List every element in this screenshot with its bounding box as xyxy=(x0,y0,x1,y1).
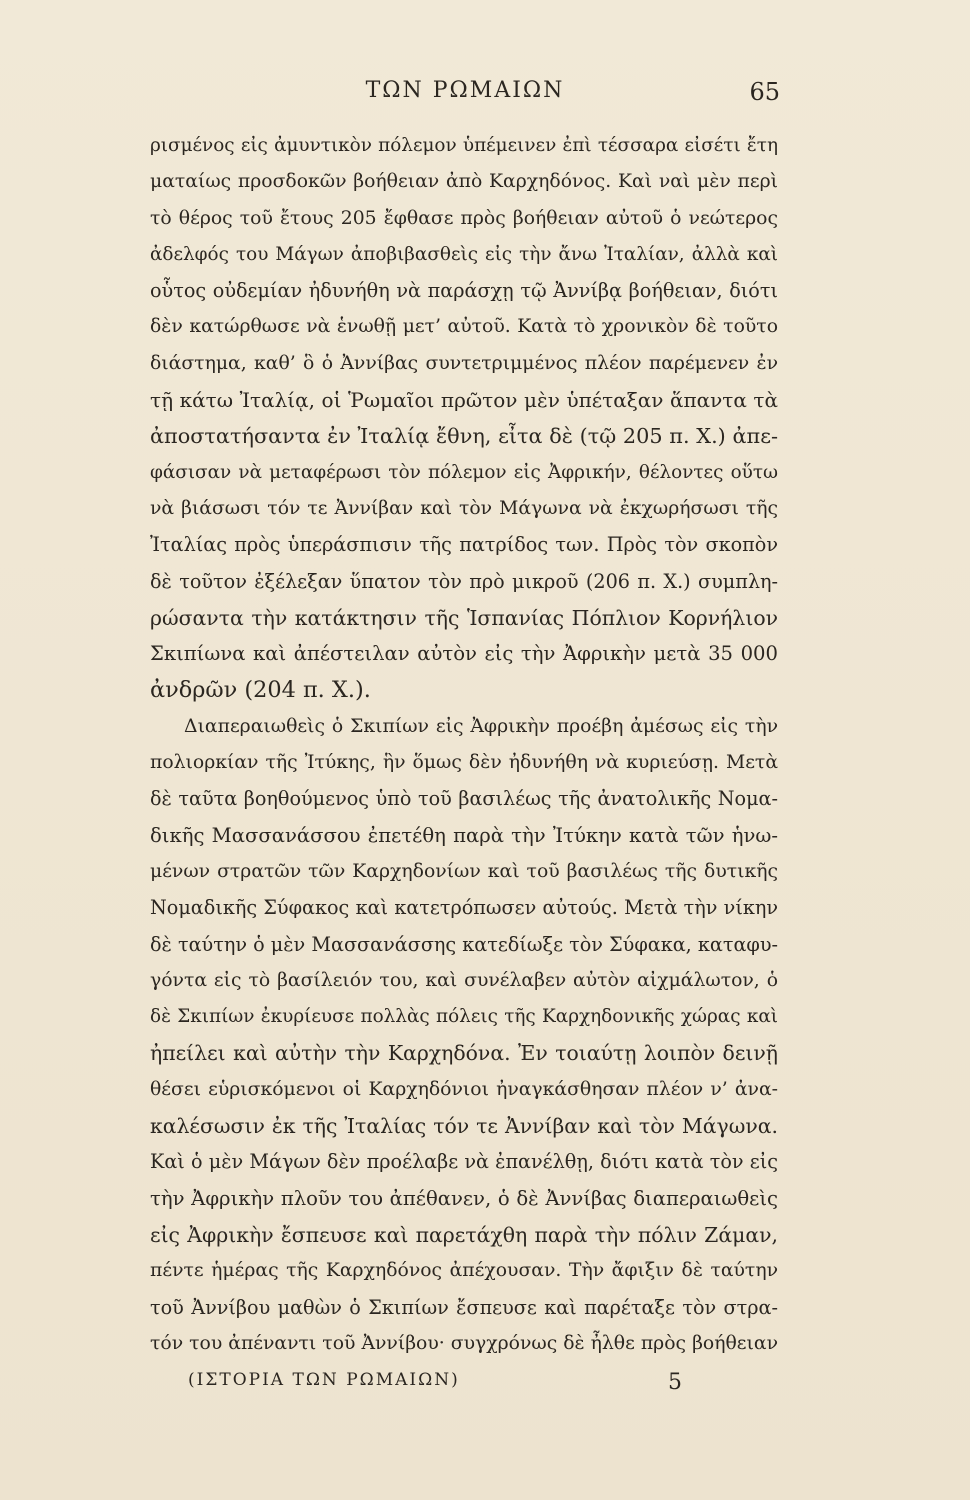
text-line: πολιορκίαν τῆς Ἰτύκης, ἣν ὅμως δὲν ἠδυνήθη νὰ κυριεύσῃ. Μετὰ xyxy=(150,752,778,774)
text-line: δὲ Σκιπίων ἐκυρίευσε πολλὰς πόλεις τῆς Καρχηδονικῆς χώρας καὶ xyxy=(150,1006,778,1028)
text-line: διάστημα, καθ’ ὃ ὁ Ἀννίβας συντετριμμένος πλέον παρέμενεν ἐν xyxy=(150,352,778,374)
page-header xyxy=(150,78,780,110)
body-text xyxy=(150,128,778,1362)
text-line: τοῦ Ἀννίβου μαθὼν ὁ Σκιπίων ἔσπευσε καὶ παρέταξε τὸν στρα- xyxy=(150,1295,778,1319)
text-line: ρισμένος εἰς ἀμυντικὸν πόλεμον ὑπέμεινεν ἐπὶ τέσσαρα εἰσέτι ἔτη xyxy=(150,135,778,156)
text-line: τὸ θέρος τοῦ ἔτους 205 ἔφθασε πρὸς βοήθειαν αὐτοῦ ὁ νεώτερος xyxy=(150,207,778,229)
text-line: ἠπείλει καὶ αὐτὴν τὴν Καρχηδόνα. Ἐν τοιαύτῃ λοιπὸν δεινῇ xyxy=(150,1041,778,1066)
text-line: νὰ βιάσωσι τόν τε Ἀννίβαν καὶ τὸν Μάγωνα νὰ ἐκχωρήσωσι τῆς xyxy=(150,497,778,519)
text-line: εἰς Ἀφρικὴν ἔσπευσε καὶ παρετάχθη παρὰ τὴν πόλιν Ζάμαν, xyxy=(150,1222,778,1247)
text-line: δὲ ταύτην ὁ μὲν Μασσανάσσης κατεδίωξε τὸν Σύφακα, καταφυ- xyxy=(150,932,778,956)
text-line: ματαίως προσδοκῶν βοήθειαν ἀπὸ Καρχηδόνος. Καὶ ναὶ μὲν περὶ xyxy=(150,171,778,193)
page-number: 65 xyxy=(749,78,780,106)
text-line: Ἰταλίας πρὸς ὑπεράσπισιν τῆς πατρίδος των. Πρὸς τὸν σκοπὸν xyxy=(150,533,778,557)
text-line: ἀδελφός του Μάγων ἀποβιβασθεὶς εἰς τὴν ἄνω Ἰταλίαν, ἀλλὰ καὶ xyxy=(150,243,778,265)
text-line: δὲ τοῦτον ἐξέλεξαν ὕπατον τὸν πρὸ μικροῦ (206 π. Χ.) συμπλη- xyxy=(150,569,778,593)
text-line: θέσει εὑρισκόμενοι οἱ Καρχηδόνιοι ἠναγκάσθησαν πλέον ν’ ἀνα- xyxy=(150,1078,778,1100)
running-title: ΤΩΝ ΡΩΜΑΙΩΝ xyxy=(365,78,565,103)
text-line: Νομαδικῆς Σύφακος καὶ κατετρόπωσεν αὐτούς. Μετὰ τὴν νίκην xyxy=(150,896,778,920)
text-line: δὲν κατώρθωσε νὰ ἑνωθῇ μετ’ αὐτοῦ. Κατὰ τὸ χρονικὸν δὲ τοῦτο xyxy=(150,316,778,338)
text-line: δικῆς Μασσανάσσου ἐπετέθη παρὰ τὴν Ἰτύκην κατὰ τῶν ἡνω- xyxy=(150,823,778,847)
text-line: μένων στρατῶν τῶν Καρχηδονίων καὶ τοῦ βασιλέως τῆς δυτικῆς xyxy=(150,860,778,882)
text-line: ρώσαντα τὴν κατάκτησιν τῆς Ἱσπανίας Πόπλιον Κορνήλιον xyxy=(150,605,778,630)
text-line: ἀποστατήσαντα ἐν Ἰταλίᾳ ἔθνη, εἶτα δὲ (τῷ 205 π. Χ.) ἀπε- xyxy=(150,424,778,449)
page-footer xyxy=(188,1370,688,1406)
text-line: πέντε ἡμέρας τῆς Καρχηδόνος ἀπέχουσαν. Τὴν ἄφιξιν δὲ ταύτην xyxy=(150,1260,778,1282)
text-line: τῇ κάτω Ἰταλίᾳ, οἱ Ῥωμαῖοι πρῶτον μὲν ὑπέταξαν ἅπαντα τὰ xyxy=(150,388,778,413)
text-line: δὲ ταῦτα βοηθούμενος ὑπὸ τοῦ βασιλέως τῆς ἀνατολικῆς Νομα- xyxy=(150,787,778,811)
paragraph-start-line: Διαπεραιωθεὶς ὁ Σκιπίων εἰς Ἀφρικὴν προέβη ἀμέσως εἰς τὴν xyxy=(184,715,778,737)
paragraph-end-line: ἀνδρῶν (204 π. Χ.). xyxy=(150,677,371,704)
text-line: τόν του ἀπέναντι τοῦ Ἀννίβου· συγχρόνως δὲ ἦλθε πρὸς βοήθειαν xyxy=(150,1332,778,1354)
text-line: Καὶ ὁ μὲν Μάγων δὲν προέλαβε νὰ ἐπανέλθῃ, διότι κατὰ τὸν εἰς xyxy=(150,1150,778,1174)
sheet-number: 5 xyxy=(668,1370,682,1395)
text-line: τὴν Ἀφρικὴν πλοῦν του ἀπέθανεν, ὁ δὲ Ἀννίβας διαπεραιωθεὶς xyxy=(150,1186,778,1210)
text-line: οὗτος οὐδεμίαν ἠδυνήθη νὰ παράσχῃ τῷ Ἀννίβᾳ βοήθειαν, διότι xyxy=(150,279,778,303)
text-line: γόντα εἰς τὸ βασίλειόν του, καὶ συνέλαβεν αὐτὸν αἰχμάλωτον, ὁ xyxy=(150,969,778,991)
text-line: φάσισαν νὰ μεταφέρωσι τὸν πόλεμον εἰς Ἀφρικήν, θέλοντες οὕτω xyxy=(150,461,778,483)
signature-mark: (ΙΣΤΟΡΙΑ ΤΩΝ ΡΩΜΑΙΩΝ) xyxy=(188,1370,460,1390)
text-line: καλέσωσιν ἐκ τῆς Ἰταλίας τόν τε Ἀννίβαν καὶ τὸν Μάγωνα. xyxy=(150,1114,778,1139)
text-line: Σκιπίωνα καὶ ἀπέστειλαν αὐτὸν εἰς τὴν Ἀφρικὴν μετὰ 35 000 xyxy=(150,642,778,666)
